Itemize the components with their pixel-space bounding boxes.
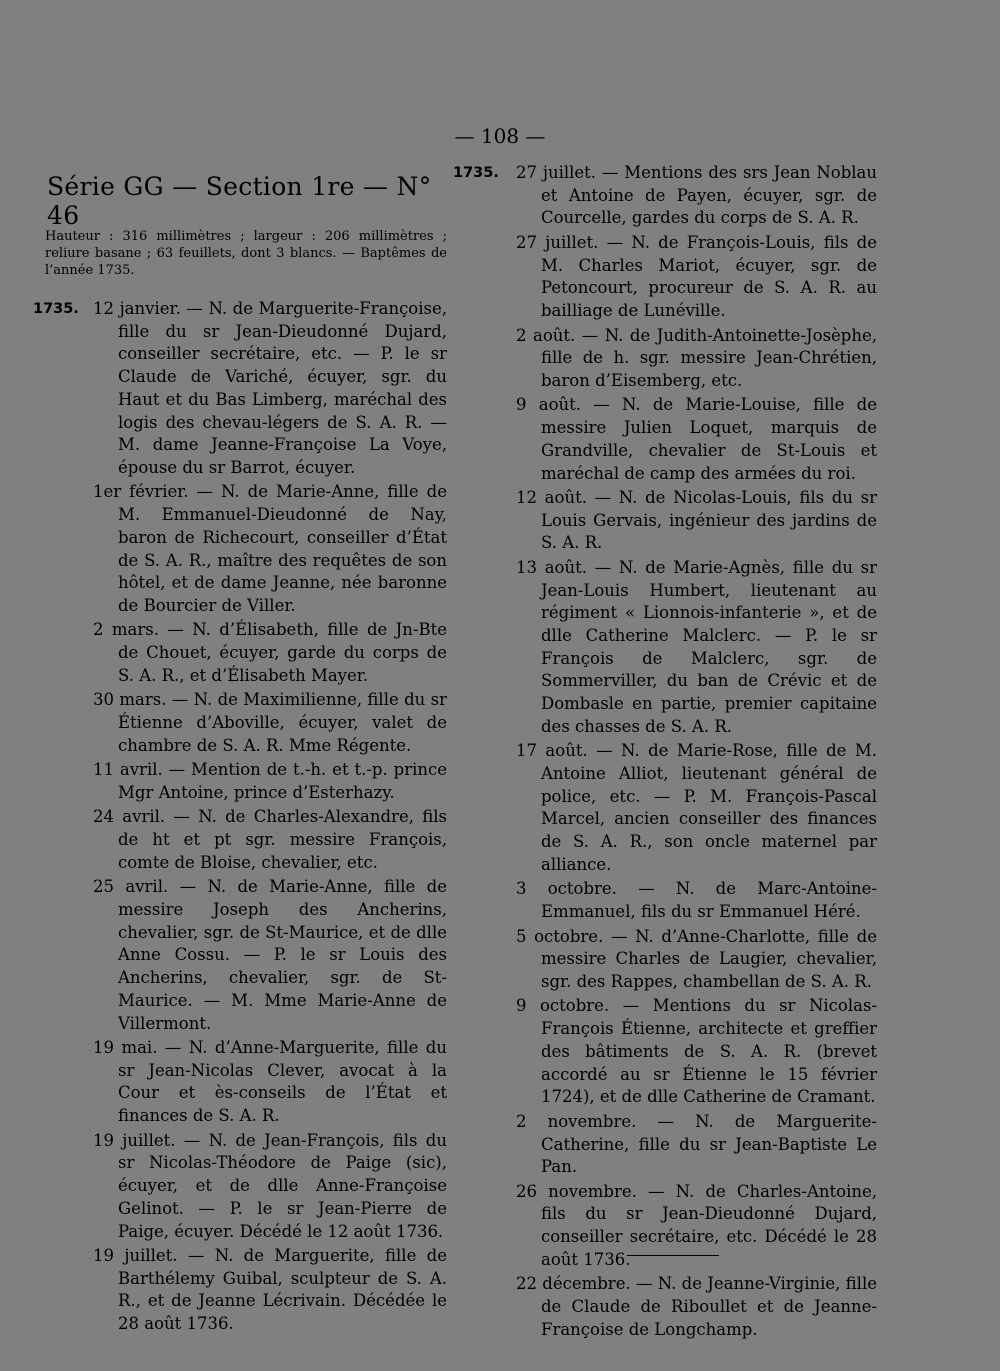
baptism-entry <box>45 1130 447 1244</box>
entry-year: 1735. <box>33 301 79 317</box>
entry-text: 24 avril. — N. de Charles-Alexandre, fils de ht et pt sgr. messire François, comte de Bloise, chevalier, etc. <box>93 807 447 872</box>
entry-text: 19 juillet. — N. de Jean-François, fils du sr Nicolas-Théodore de Paige (sic), écuyer, et de dlle Anne-Françoise Gelinot. — P. le sr Jean-Pierre de Paige, écuyer. Décédé le 12 août 1736. <box>93 1130 447 1241</box>
entry-text: 17 août. — N. de Marie-Rose, fille de M. Antoine Alliot, lieutenant général de police, etc. — P. M. François-Pascal Marcel, ancien conseiller des finances de S. A. R., son oncle maternel par alliance. <box>516 741 877 874</box>
entry-year: 1735. <box>453 165 499 181</box>
entry-text: 27 juillet. — N. de François-Louis, fils de M. Charles Mariot, écuyer, sgr. de Petoncourt, procureur de S. A. R. au bailliage de Lunéville. <box>516 232 877 321</box>
baptism-entry <box>463 1181 877 1272</box>
entry-text: 2 novembre. — N. de Marguerite-Catherine, fille du sr Jean-Baptiste Le Pan. <box>516 1111 877 1177</box>
entry-text: 5 octobre. — N. d’Anne-Charlotte, fille de messire Charles de Laugier, chevalier, sgr. des Rappes, chambellan de S. A. R. <box>516 926 877 991</box>
end-rule <box>627 1255 719 1256</box>
baptism-entry <box>463 394 877 485</box>
baptism-entry <box>463 325 877 393</box>
volume-description: Hauteur : 316 millimètres ; largeur : 206 millimètres ; reliure basane ; 63 feuillets, dont 3 blancs. — Baptêmes de l’année 1735. <box>45 229 447 278</box>
right-entries-list <box>453 162 877 1343</box>
baptism-entry <box>463 557 877 739</box>
entry-text: 3 octobre. — N. de Marc-Antoine-Emmanuel, fils du sr Emmanuel Héré. <box>516 879 877 922</box>
baptism-entry <box>453 162 877 230</box>
baptism-entry <box>463 740 877 876</box>
entry-text: 26 novembre. — N. de Charles-Antoine, fils du sr Jean-Dieudonné Dujard, conseiller secrétaire, etc. Décédé le 28 août 1736. <box>516 1181 877 1269</box>
baptism-entry <box>463 232 877 323</box>
baptism-entry <box>45 1037 447 1128</box>
series-title: Série GG — Section 1re — N° 46 <box>47 172 432 230</box>
entry-text: 25 avril. — N. de Marie-Anne, fille de messire Joseph des Ancherins, chevalier, sgr. de St-Maurice, et de dlle Anne Cossu. — P. le sr Louis des Ancherins, chevalier, sgr. de St-Maurice. — M. Mme Marie-Anne de Villermont. <box>93 877 447 1033</box>
baptism-entry <box>463 1111 877 1179</box>
baptism-entry <box>45 806 447 874</box>
entry-text: 22 décembre. — N. de Jeanne-Virginie, fille de Claude de Riboullet et de Jeanne-Françoise de Longchamp. <box>516 1274 877 1339</box>
baptism-entry <box>463 995 877 1109</box>
entry-text: 30 mars. — N. de Maximilienne, fille du sr Étienne d’Aboville, écuyer, valet de chambre de S. A. R. Mme Régente. <box>93 690 447 755</box>
baptism-entry <box>45 1245 447 1336</box>
baptism-entry <box>463 487 877 555</box>
baptism-entry <box>463 878 877 923</box>
baptism-entry <box>33 298 447 480</box>
entry-text: 19 juillet. — N. de Marguerite, fille de Barthélemy Guibal, sculpteur de S. A. R., et de Jeanne Lécrivain. Décédée le 28 août 1736. <box>93 1246 447 1334</box>
entry-text: 1er février. — N. de Marie-Anne, fille de M. Emmanuel-Dieudonné de Nay, baron de Richecourt, conseiller d’État de S. A. R., maître des requêtes de son hôtel, et de dame Jeanne, née baronne de Bourcier de Viller. <box>93 482 447 615</box>
baptism-entry <box>45 481 447 617</box>
baptism-entry <box>45 619 447 687</box>
entry-text: 12 août. — N. de Nicolas-Louis, fils du sr Louis Gervais, ingénieur des jardins de S. A. R. <box>516 488 877 553</box>
entry-text: 9 août. — N. de Marie-Louise, fille de messire Julien Loquet, marquis de Grandville, chevalier de St-Louis et maréchal de camp des armées du roi. <box>516 395 877 483</box>
baptism-entry <box>45 759 447 804</box>
entry-text: 9 octobre. — Mentions du sr Nicolas-François Étienne, architecte et greffier des bâtiments de S. A. R. (brevet accordé au sr Étienne le 15 février 1724), et de dlle Catherine de Cramant. <box>516 996 877 1107</box>
baptism-entry <box>45 689 447 757</box>
baptism-entry <box>45 876 447 1035</box>
baptism-entry <box>463 926 877 994</box>
entry-text: 2 mars. — N. d’Élisabeth, fille de Jn-Bte de Chouet, écuyer, garde du corps de S. A. R., et d’Élisabeth Mayer. <box>93 620 447 685</box>
entry-text: 2 août. — N. de Judith-Antoinette-Josèphe, fille de h. sgr. messire Jean-Chrétien, baron d’Eisemberg, etc. <box>516 325 877 390</box>
left-entries-list <box>33 298 447 1338</box>
entry-text: 19 mai. — N. d’Anne-Marguerite, fille du sr Jean-Nicolas Clever, avocat à la Cour et ès-conseils de l’État et finances de S. A. R. <box>93 1038 447 1126</box>
entry-text: 27 juillet. — Mentions des srs Jean Noblau et Antoine de Payen, écuyer, sgr. de Courcelle, gardes du corps de S. A. R. <box>516 163 877 228</box>
entry-text: 13 août. — N. de Marie-Agnès, fille du sr Jean-Louis Humbert, lieutenant au régiment « Lionnois-infanterie », et de dlle Catherine Malclerc. — P. le sr François de Malclerc, sgr. de Sommerviller, du ban de Crévic et de Dombasle en partie, premier capitaine des chasses de S. A. R. <box>516 557 877 736</box>
page-number: — 108 — <box>454 124 546 148</box>
entry-text: 11 avril. — Mention de t.-h. et t.-p. prince Mgr Antoine, prince d’Esterhazy. <box>93 760 447 802</box>
baptism-entry <box>463 1273 877 1341</box>
entry-text: 12 janvier. — N. de Marguerite-Françoise, fille du sr Jean-Dieudonné Dujard, conseiller secrétaire, etc. — P. le sr Claude de Variché, écuyer, sgr. du Haut et du Bas Limberg, maréchal des logis des chevau-légers de S. A. R. — M. dame Jeanne-Françoise La Voye, épouse du sr Barrot, écuyer. <box>93 299 447 477</box>
